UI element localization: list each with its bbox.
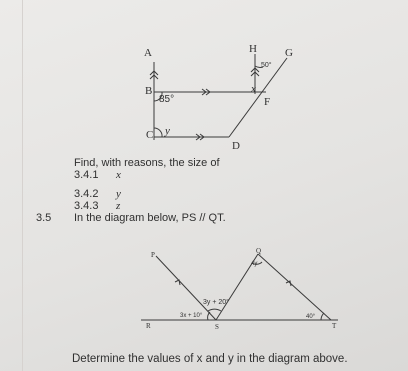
- arrow-ps: [175, 280, 180, 285]
- label-p: P: [151, 251, 155, 259]
- label-angle-85: 85°: [159, 94, 175, 105]
- label-f: F: [264, 96, 271, 108]
- question-341-num: 3.4.1: [74, 169, 99, 181]
- question-35-text: In the diagram below, PS // QT.: [74, 212, 226, 224]
- label-y: y: [165, 125, 170, 137]
- label-r: R: [146, 322, 151, 330]
- line-qt: [258, 254, 331, 320]
- angle-arc-c: [154, 128, 162, 137]
- label-angle-50: 50°: [261, 62, 272, 69]
- question-342-var: y: [116, 188, 121, 200]
- question-341-var: x: [116, 169, 121, 181]
- question-343-var: z: [116, 200, 121, 212]
- line-dg: [229, 58, 287, 137]
- angle-arc-t: [321, 313, 324, 320]
- arrow-qt: [286, 281, 291, 286]
- label-angle-40: 40°: [306, 314, 316, 320]
- label-c: C: [146, 129, 154, 141]
- label-q: Q: [256, 247, 262, 255]
- label-angle-3x10: 3x + 10°: [180, 313, 203, 319]
- label-d: D: [232, 140, 240, 152]
- question-intro: Find, with reasons, the size of: [74, 157, 220, 169]
- label-s: S: [215, 323, 219, 331]
- label-a: A: [144, 47, 152, 59]
- label-t: T: [332, 322, 337, 330]
- label-b: B: [145, 85, 153, 97]
- label-h: H: [249, 43, 257, 55]
- question-342-num: 3.4.2: [74, 188, 99, 200]
- question-343-num: 3.4.3: [74, 200, 99, 212]
- label-angle-4y: 4y: [251, 261, 258, 267]
- label-angle-3y20: 3y + 20°: [203, 299, 229, 306]
- label-g: G: [285, 47, 293, 59]
- question-35-instruction: Determine the values of x and y in the diagram above.: [72, 353, 348, 365]
- label-x: x: [251, 83, 256, 95]
- question-35-num: 3.5: [36, 212, 52, 224]
- angle-arc-s1: [208, 309, 221, 311]
